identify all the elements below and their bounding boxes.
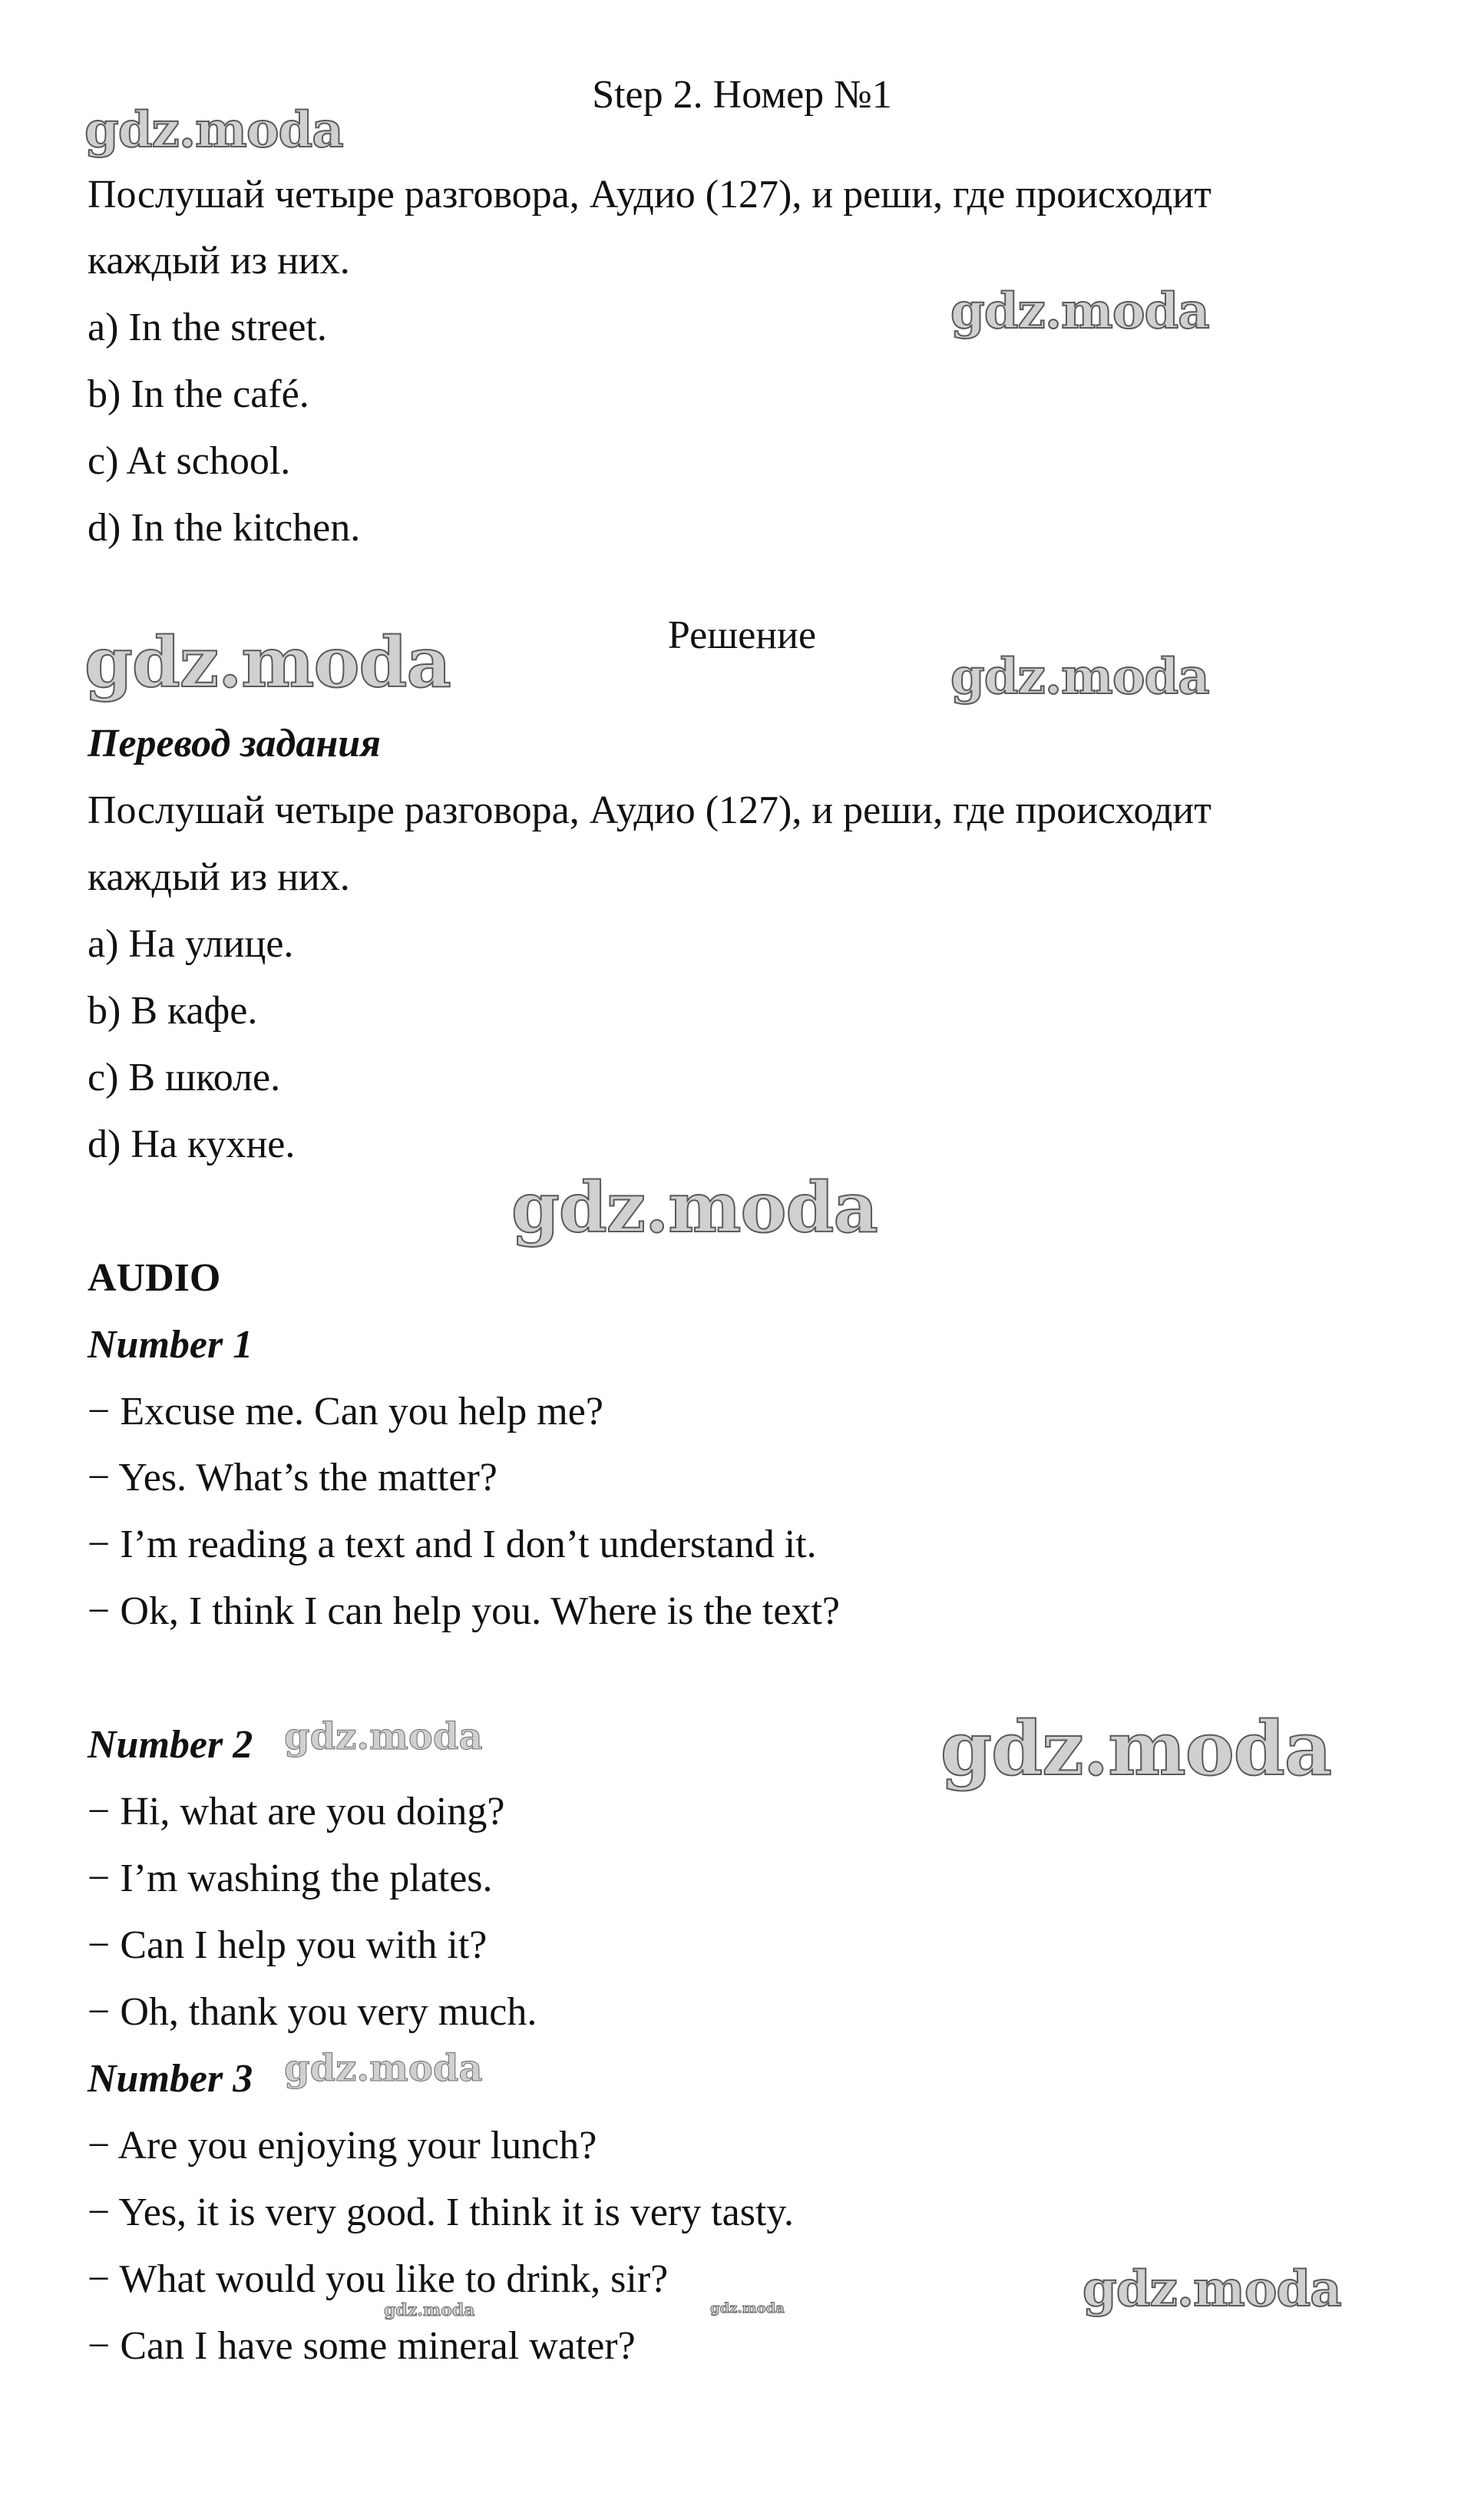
dialogue-3-line: − What would you like to drink, sir? [88, 2257, 669, 2301]
dialogue-1-line: − I’m reading a text and I don’t understand it. [88, 1523, 817, 1566]
watermark: gdz.moda [1082, 2260, 1341, 2318]
dialogue-2-title: Number 2 [88, 1723, 253, 1767]
translation-line-1: Послушай четыре разговора, Аудио (127), и реши, где происходит [88, 789, 1211, 832]
watermark: gdz.moda [950, 283, 1209, 340]
watermark: gdz.moda [950, 648, 1209, 706]
task-option-b: b) In the café. [88, 372, 309, 416]
dialogue-2-line: − I’m washing the plates. [88, 1857, 493, 1900]
watermark: gdz.moda [284, 1715, 483, 1758]
dialogue-3-title: Number 3 [88, 2057, 253, 2101]
dialogue-1-line: − Yes. What’s the matter? [88, 1456, 497, 1500]
dialogue-2-line: − Hi, what are you doing? [88, 1790, 505, 1833]
task-option-a: a) In the street. [88, 306, 327, 349]
watermark: gdz.moda [940, 1705, 1332, 1792]
watermark: gdz.moda [511, 1167, 878, 1248]
watermark: gdz.moda [284, 2047, 483, 2090]
translation-heading: Перевод задания [88, 722, 381, 765]
page-title: Step 2. Номер №1 [592, 73, 892, 117]
watermark: gdz.moda [84, 622, 451, 703]
dialogue-3-line: − Yes, it is very good. I think it is very tasty. [88, 2191, 795, 2234]
translated-option-b: b) В кафе. [88, 989, 258, 1033]
dialogue-2-line: − Oh, thank you very much. [88, 1990, 537, 2034]
translation-line-2: каждый из них. [88, 855, 350, 899]
dialogue-3-line: − Can I have some mineral water? [88, 2324, 636, 2368]
solution-heading: Решение [667, 613, 817, 657]
task-instruction-line-1: Послушай четыре разговора, Аудио (127), и реши, где происходит [88, 173, 1211, 217]
task-option-d: d) In the kitchen. [88, 506, 361, 550]
audio-heading: AUDIO [88, 1256, 221, 1300]
dialogue-3-line: − Are you enjoying your lunch? [88, 2124, 597, 2167]
dialogue-1-title: Number 1 [88, 1323, 253, 1367]
dialogue-1-line: − Excuse me. Can you help me? [88, 1390, 603, 1433]
translated-option-c: c) В школе. [88, 1056, 281, 1099]
watermark: gdz.moda [710, 2300, 785, 2316]
task-option-c: c) At school. [88, 439, 291, 483]
translated-option-a: a) На улице. [88, 922, 294, 966]
watermark: gdz.moda [384, 2300, 475, 2320]
task-instruction-line-2: каждый из них. [88, 239, 350, 283]
watermark: gdz.moda [84, 101, 343, 159]
dialogue-1-line: − Ok, I think I can help you. Where is the text? [88, 1589, 840, 1633]
dialogue-2-line: − Can I help you with it? [88, 1923, 488, 1967]
translated-option-d: d) На кухне. [88, 1123, 296, 1166]
